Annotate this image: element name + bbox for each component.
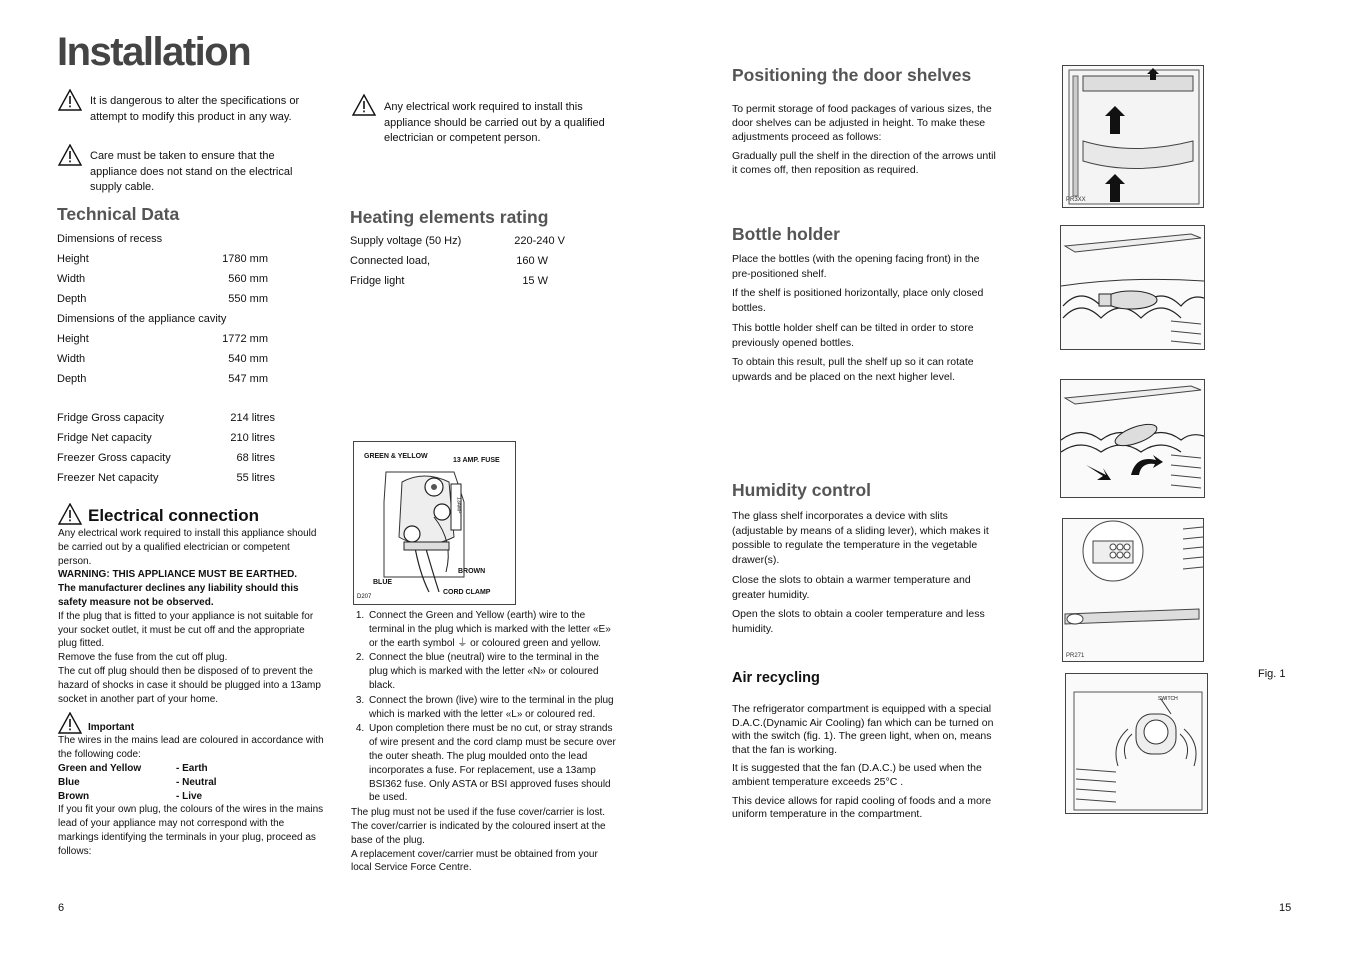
paragraph: This bottle holder shelf can be tilted in order to store previously opened bottles. [732,321,974,349]
wire-code-row: Green and Yellow - Earth [58,762,208,774]
paragraph: Close the slots to obtain a warmer temperature and greater humidity. [732,573,971,601]
warning-icon [352,94,376,116]
paragraph: A replacement cover/carrier must be obtained from your local Service Force Centre. [351,848,598,874]
figure-code: PR3XX [1066,197,1086,203]
table-row: Depth 547 mm [57,373,268,385]
wire-code-row: Blue - Neutral [58,776,217,788]
paragraph: If the shelf is positioned horizontally, place only closed bottles. [732,287,984,315]
table-row: Fridge light 15 W [350,275,548,287]
list-item: 2. Connect the blue (neutral) wire to the terminal in the plug which is marked with the letter «N» or coloured black. [367,651,617,692]
table-row: Width 560 mm [57,273,268,285]
technical-data-table [57,229,275,488]
warning-block [58,144,318,196]
warning-text: Any electrical work required to install this appliance should be carried out by a qualified electrician or competent person. [384,101,605,144]
bottle-holder-text [732,252,994,390]
door-shelf-figure [1062,65,1204,208]
warning-statement: WARNING: THIS APPLIANCE MUST BE EARTHED. [58,569,298,581]
table-row: Fridge Net capacity 210 litres [57,432,275,444]
wire-code-row: Brown - Live [58,790,203,802]
bottle-holder-tilted-figure [1060,379,1205,498]
section-label: Dimensions of recess [57,233,163,245]
paragraph: If you fit your own plug, the colours of the wires in the mains lead of your appliance may not correspond with the markings identifying the terminals in your plug, proceed as follows: [58,804,324,857]
warning-block [58,89,318,125]
paragraph: The plug must not be used if the fuse cover/carrier is lost. The cover/carrier is indicated by the coloured insert at the base of the plug. [351,807,606,846]
paragraph: Remove the fuse from the cut off plug. [58,652,228,664]
heating-table [350,231,565,291]
technical-data-heading: Technical Data [57,204,180,224]
label-cord-clamp: CORD CLAMP [443,589,491,596]
label-fuse-body: 13AMP [455,497,462,514]
page-number-left: 6 [58,902,65,914]
heating-heading: Heating elements rating [350,207,549,227]
bottle-holder-figure [1060,225,1205,350]
air-recycling-text [732,703,994,827]
table-row: Depth 550 mm [57,293,268,305]
plug-wiring-figure [353,441,516,605]
table-row: Width 540 mm [57,353,268,365]
table-row: Fridge Gross capacity 214 litres [57,412,275,424]
label-fuse: 13 AMP. FUSE [453,457,500,464]
label-green-yellow: GREEN & YELLOW [364,453,428,460]
warning-icon [58,503,82,525]
warning-text: Care must be taken to ensure that the appliance does not stand on the electrical supply cable. [90,150,293,193]
switch-label: SWITCH [1158,696,1178,702]
plug-steps [351,609,617,875]
humidity-heading: Humidity control [732,480,872,500]
door-shelves-heading: Positioning the door shelves [732,65,972,85]
paragraph: Open the slots to obtain a cooler temperature and less humidity. [732,608,985,635]
warning-block [352,94,622,147]
paragraph: If the plug that is fitted to your appliance is not suitable for your socket outlet, it must be cut off and the appropriate plug fitted. [58,610,314,650]
label-brown: BROWN [458,568,486,575]
important-label: Important [88,721,135,733]
paragraph: Place the bottles (with the opening facing front) in the pre-positioned shelf. [732,253,980,280]
paragraph: To obtain this result, pull the shelf up so it can rotate upwards and be placed on the next higher level. [732,356,974,383]
page-number-right: 15 [1279,902,1292,914]
bottle-holder-heading: Bottle holder [732,224,840,244]
figure-code: PR271 [1066,653,1085,659]
list-item: 3. Connect the brown (live) wire to the terminal in the plug which is marked with the letter «L» or coloured red. [367,694,617,722]
electrical-heading: Electrical connection [88,506,259,525]
section-label: Dimensions of the appliance cavity [57,313,227,325]
paragraph: The glass shelf incorporates a device with slits (adjustable by means of a sliding lever), which makes it possible to regulate the temperature in the vegetable drawer(s). [732,510,989,567]
warning-icon [58,712,82,734]
fig-label: Fig. 1 [1258,668,1286,680]
warning-icon [58,89,82,111]
table-row: Freezer Net capacity 55 litres [57,472,275,484]
table-row: Connected load, 160 W [350,255,548,267]
paragraph: The cut off plug should then be disposed of to prevent the hazard of shocks in case it should be plugged into a 13amp socket in another part of your home. [58,665,321,705]
paragraph: This device allows for rapid cooling of foods and a more uniform temperature in the compartment. [732,794,992,821]
page-title: Installation [57,30,251,74]
door-shelves-text [732,102,1000,182]
figure-code: D207 [357,594,372,600]
humidity-text [732,509,1000,642]
paragraph: It is suggested that the fan (D.A.C.) be used when the ambient temperature exceeds 25°C . [732,762,982,788]
electrical-section [58,503,324,859]
table-row: Supply voltage (50 Hz) 220-240 V [350,235,565,247]
list-item: 4. Upon completion there must be no cut, or stray strands of wire present and the cord clamp must be secure over the outer sheath. The plug moulded onto the lead incorporates a fuse. For replacement, use a 13amp BSI362 fuse. Only ASTA or BSI approved fuses should be used. [367,722,617,805]
list-item: 1. Connect the Green and Yellow (earth) wire to the terminal in the plug which is marked with the letter «E» or the earth symbol ⏚ or coloured green and yellow. [367,609,617,650]
paragraph: Any electrical work required to install this appliance should be carried out by a qualified electrician or competent person. [58,528,317,567]
paragraph: To permit storage of food packages of various sizes, the door shelves can be adjusted in height. To make these adjustments proceed as follows: [732,103,992,143]
air-recycling-heading: Air recycling [732,670,820,686]
label-blue: BLUE [373,579,393,586]
warning-text: It is dangerous to alter the specifications or attempt to modify this product in any way. [90,95,300,123]
liability-statement: The manufacturer declines any liability should this safety measure not be observed. [58,583,299,608]
paragraph: Gradually pull the shelf in the direction of the arrows until it comes off, then reposition as required. [732,150,996,176]
table-row: Height 1772 mm [57,333,268,345]
humidity-figure [1062,518,1204,662]
paragraph: The refrigerator compartment is equipped with a special D.A.C.(Dynamic Air Cooling) fan which can be turned on with the switch (fig. 1). The green light, when on, means that the fan is working. [732,703,994,756]
table-row: Freezer Gross capacity 68 litres [57,452,275,464]
paragraph: The wires in the mains lead are coloured in accordance with the following code: [58,735,324,761]
table-row: Height 1780 mm [57,253,268,265]
fan-switch-figure [1065,673,1208,814]
warning-icon [58,144,82,166]
